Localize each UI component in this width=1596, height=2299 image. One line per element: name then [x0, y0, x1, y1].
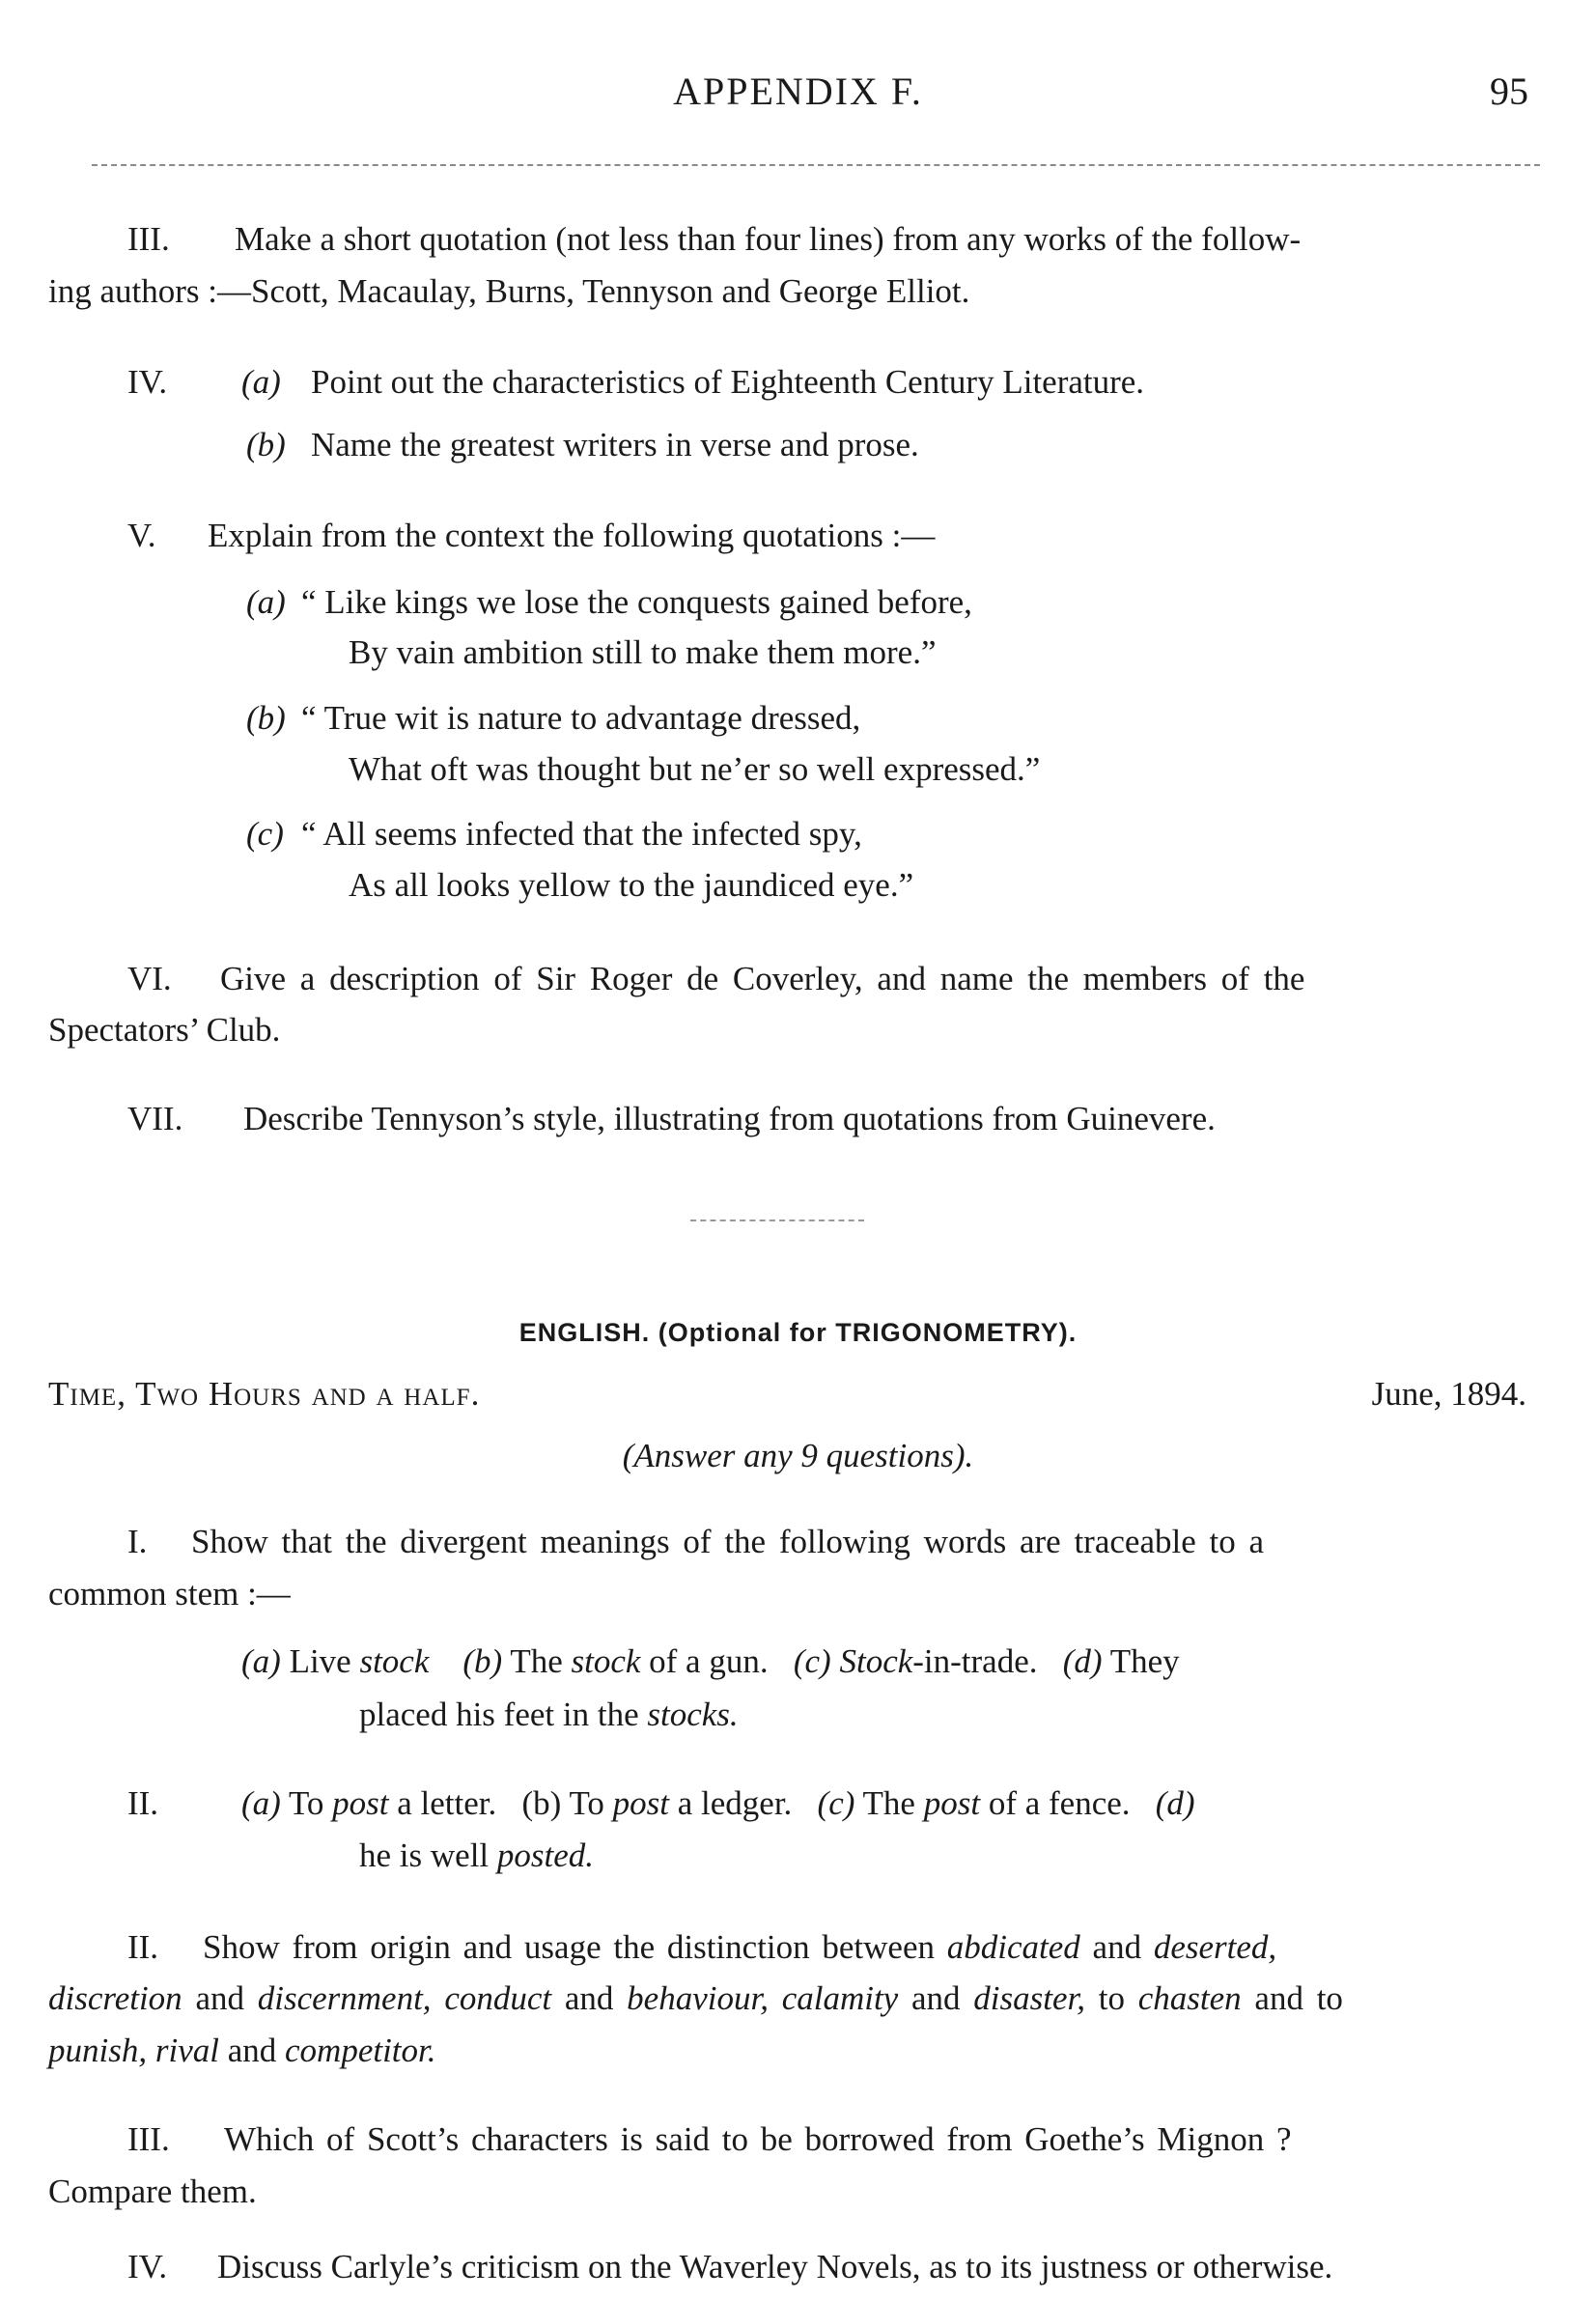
text: of a gun.	[649, 1642, 769, 1680]
emphasized-word: punish,	[48, 2032, 148, 2069]
text: and	[1092, 1928, 1142, 1966]
question-text-line: Compare them.	[48, 2173, 257, 2210]
emphasized-word: post	[612, 1784, 669, 1822]
text: to	[1098, 1979, 1125, 2017]
question-number: IV.	[127, 2248, 168, 2285]
sub-question-line	[241, 1639, 1180, 1684]
sub-label: (c)	[817, 1784, 855, 1822]
question-text-line	[203, 1924, 1276, 1970]
emphasized-word: posted.	[496, 1836, 595, 1874]
question-text-line: Describe Tennyson’s style, illustrating from quotations from Guinevere.	[243, 1100, 1216, 1137]
question-text-line: Spectators’ Club.	[48, 1011, 281, 1049]
emphasized-word: stock	[571, 1642, 641, 1680]
page-header-title: APPENDIX F.	[673, 70, 923, 113]
question-text-line: common stem :—	[48, 1575, 291, 1612]
emphasized-word: chasten	[1137, 1979, 1242, 2017]
emphasized-word: behaviour,	[627, 1979, 769, 2017]
question-text-line: Which of Scott’s characters is said to be borrowed from Goethe’s Mignon ?	[224, 2120, 1292, 2158]
text: placed his feet in the	[359, 1696, 639, 1733]
quotation-line: By vain ambition still to make them more.”	[349, 633, 937, 671]
section-separator	[690, 1220, 864, 1221]
text: They	[1109, 1642, 1180, 1680]
question-number: III.	[127, 220, 170, 258]
text: and	[195, 1979, 244, 2017]
sub-question-text: Point out the characteristics of Eighteenth Century Literature.	[311, 363, 1145, 401]
sub-label: (b)	[521, 1784, 562, 1822]
emphasized-word: Stock	[839, 1642, 913, 1680]
sub-question-line	[359, 1692, 739, 1737]
quotation-line: “ True wit is nature to advantage dressed,	[301, 699, 861, 737]
sub-label: (a)	[241, 363, 281, 401]
sub-label: (a)	[246, 583, 286, 621]
emphasized-word: abdicated	[946, 1928, 1080, 1966]
question-number: II.	[127, 1784, 159, 1822]
quotation-line: What oft was thought but ne’er so well expressed.”	[349, 750, 1041, 788]
text: of a fence.	[988, 1784, 1131, 1822]
question-number: V.	[127, 517, 156, 554]
question-number: I.	[127, 1523, 148, 1560]
emphasized-word: competitor.	[285, 2032, 436, 2069]
text: he is well	[359, 1836, 490, 1874]
emphasized-word: conduct	[444, 1979, 552, 2017]
sub-question-line	[359, 1833, 594, 1878]
text: and	[227, 2032, 277, 2069]
question-number: II.	[127, 1928, 159, 1966]
exam-instructions: (Answer any 9 questions).	[622, 1437, 974, 1474]
emphasized-word: deserted,	[1153, 1928, 1277, 1966]
sub-label: (d)	[1062, 1642, 1103, 1680]
text: a letter.	[397, 1784, 497, 1822]
sub-label: (b)	[462, 1642, 503, 1680]
text: The	[510, 1642, 563, 1680]
sub-label: (c)	[793, 1642, 831, 1680]
emphasized-word: disaster,	[973, 1979, 1085, 2017]
text: and	[564, 1979, 614, 2017]
text: To	[569, 1784, 604, 1822]
sub-label: (a)	[241, 1784, 281, 1822]
text: To	[288, 1784, 324, 1822]
exam-time: Time, Two Hours and a half.	[48, 1375, 481, 1413]
emphasized-word: stocks.	[647, 1696, 739, 1733]
question-text-line: Make a short quotation (not less than four lines) from any works of the follow-	[235, 220, 1302, 258]
text: Live	[289, 1642, 351, 1680]
question-text-line: Give a description of Sir Roger de Coverley, and name the members of the	[220, 960, 1305, 997]
question-number: IV.	[127, 363, 168, 401]
sub-label: (b)	[246, 699, 286, 737]
emphasized-word: post	[332, 1784, 389, 1822]
quotation-line: “ All seems infected that the infected spy,	[301, 815, 862, 853]
question-text-line	[48, 2028, 436, 2073]
emphasized-word: calamity	[781, 1979, 899, 2017]
sub-question-text: Name the greatest writers in verse and prose.	[311, 426, 919, 463]
question-number: VII.	[127, 1100, 183, 1137]
emphasized-word: discretion	[48, 1979, 182, 2017]
sub-label: (b)	[246, 426, 286, 463]
section-heading: ENGLISH. (Optional for TRIGONOMETRY).	[518, 1318, 1078, 1347]
sub-label: (c)	[246, 815, 284, 853]
emphasized-word: discernment,	[257, 1979, 432, 2017]
quotation-line: As all looks yellow to the jaundiced eye.”	[349, 866, 914, 904]
question-number: VI.	[127, 960, 172, 997]
text: The	[862, 1784, 915, 1822]
text: Show from origin and usage the distinction between	[203, 1928, 935, 1966]
question-text-line: Explain from the context the following quotations :—	[208, 517, 936, 554]
sub-label: (d)	[1155, 1784, 1195, 1822]
sub-label: (a)	[241, 1642, 281, 1680]
question-text-line	[48, 1976, 1343, 2021]
exam-date: June, 1894.	[1371, 1375, 1526, 1413]
text: and	[910, 1979, 961, 2017]
text: and to	[1254, 1979, 1343, 2017]
header-rule	[92, 164, 1540, 166]
question-text-line: Discuss Carlyle’s criticism on the Waverley Novels, as to its justness or otherwise.	[217, 2248, 1333, 2285]
question-text-line: ing authors :—Scott, Macaulay, Burns, Tennyson and George Elliot.	[48, 272, 970, 310]
emphasized-word: stock	[359, 1642, 430, 1680]
quotation-line: “ Like kings we lose the conquests gained before,	[301, 583, 972, 621]
text: a ledger.	[677, 1784, 793, 1822]
sub-question-line	[241, 1780, 1195, 1826]
emphasized-word: rival	[154, 2032, 219, 2069]
question-number: III.	[127, 2120, 170, 2158]
text: -in-trade.	[912, 1642, 1038, 1680]
page-number: 95	[1490, 70, 1528, 113]
emphasized-word: post	[923, 1784, 981, 1822]
question-text-line: Show that the divergent meanings of the following words are traceable to a	[191, 1523, 1264, 1560]
